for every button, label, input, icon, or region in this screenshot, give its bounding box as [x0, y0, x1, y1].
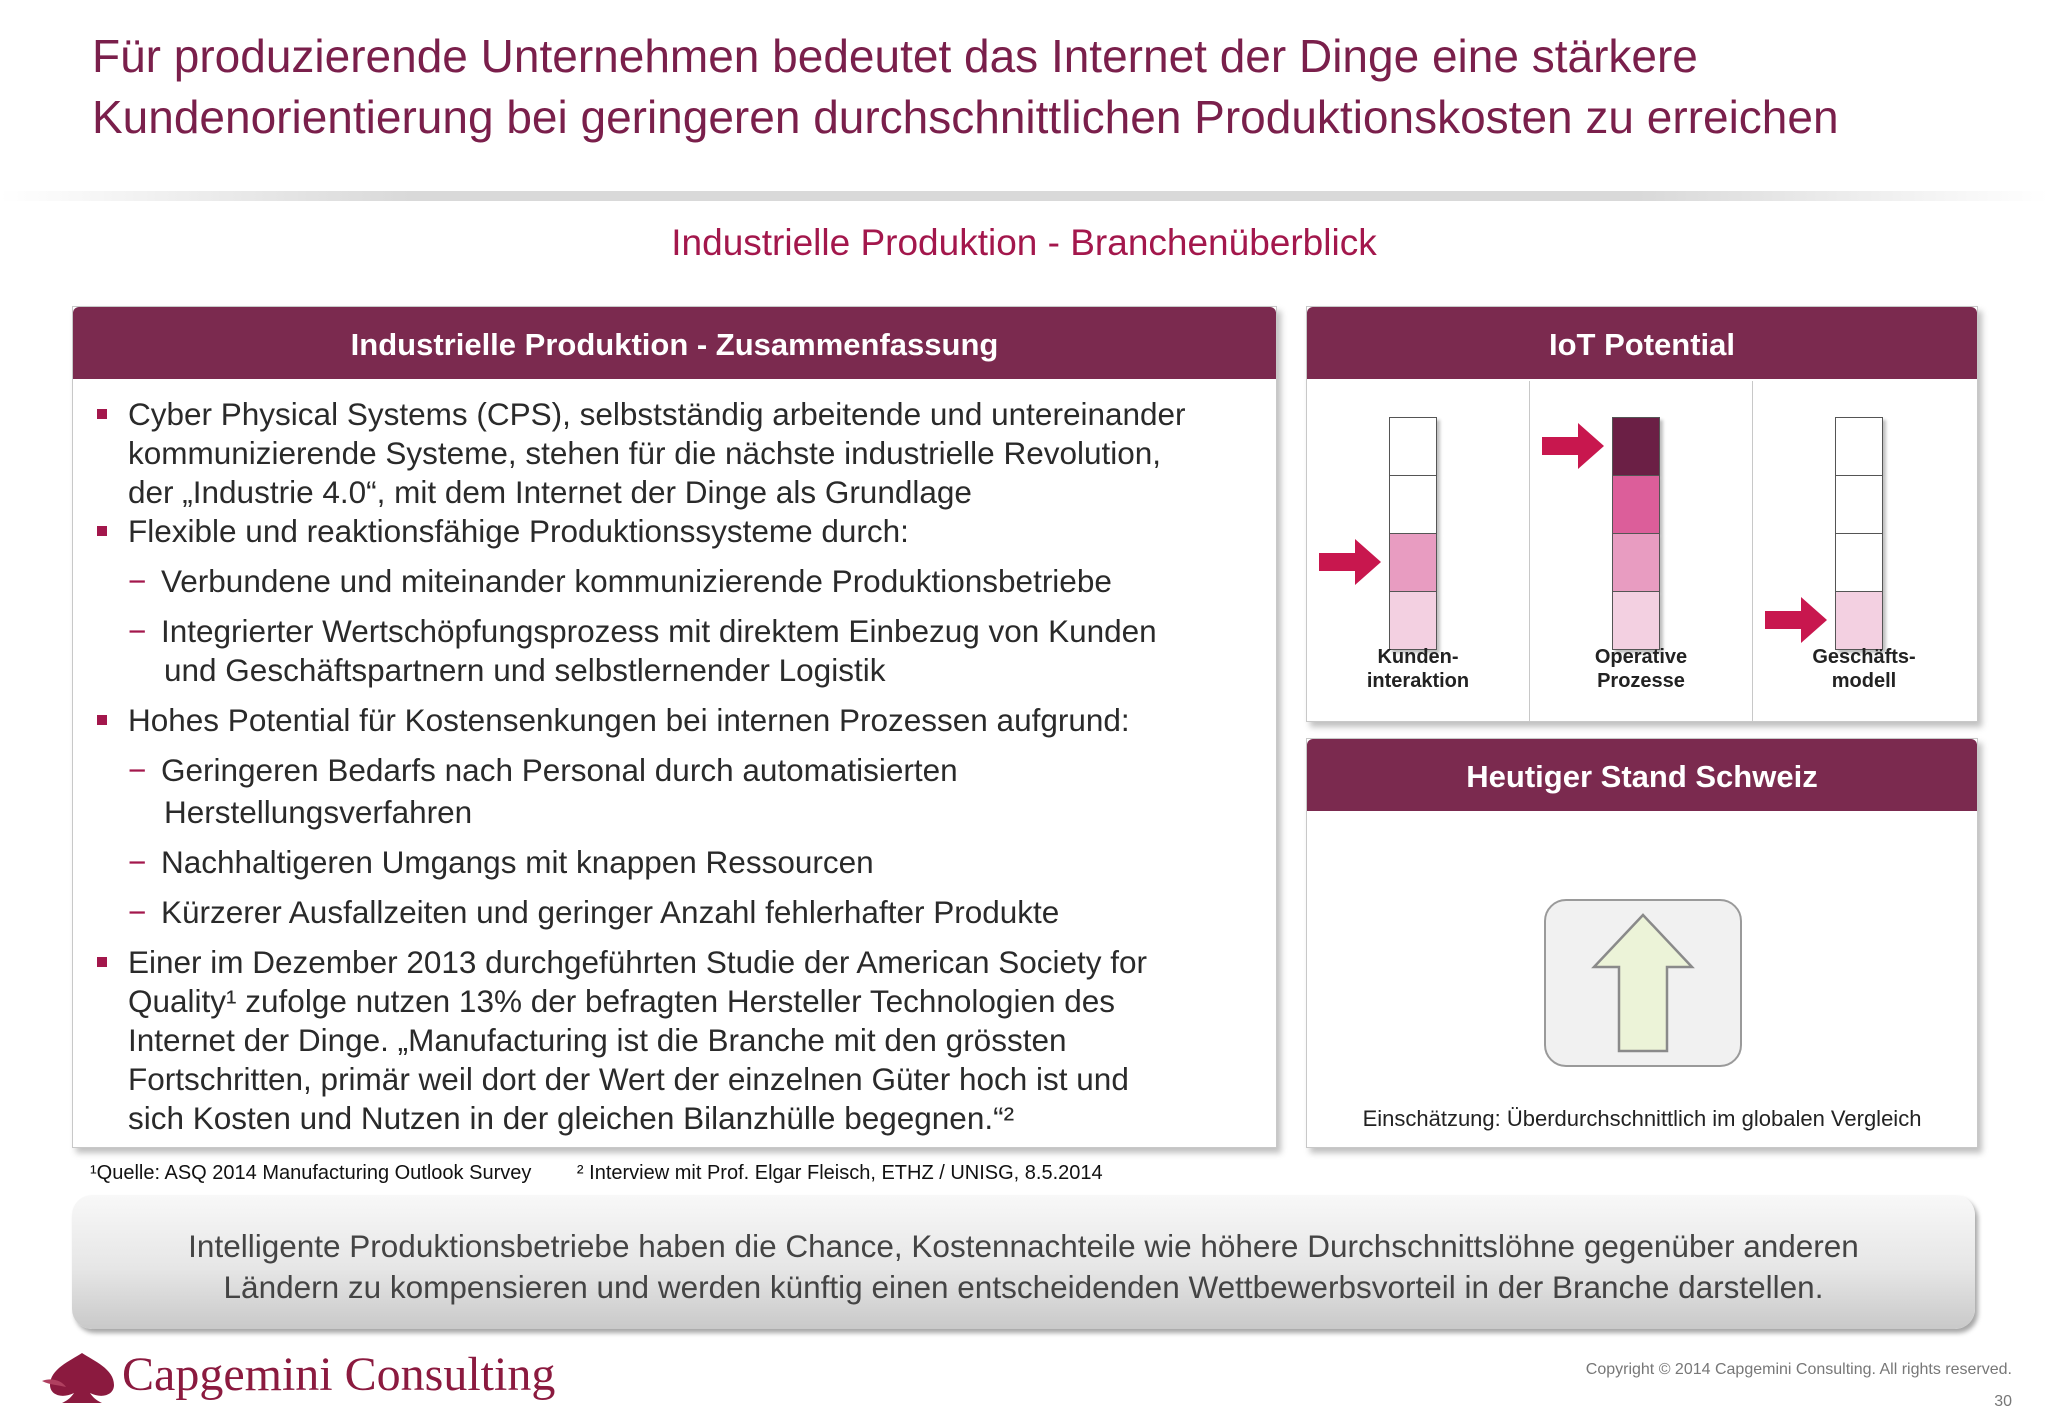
bullet-flexible-systems: Flexible und reaktionsfähige Produktionssysteme durch:	[128, 512, 909, 551]
dash-marker: −	[128, 563, 147, 599]
dash-marker: −	[128, 844, 147, 880]
bullet-cost-potential: Hohes Potential für Kostensenkungen bei internen Prozessen aufgrund:	[128, 701, 1130, 740]
slide-title-line1: Für produzierende Unternehmen bedeutet das Internet der Dinge eine stärkere	[92, 30, 1698, 82]
level-indicator	[1389, 417, 1437, 650]
footnote-source: ¹Quelle: ASQ 2014 Manufacturing Outlook Survey	[90, 1162, 532, 1184]
level-cell-2	[1389, 533, 1437, 591]
footnotes	[90, 1162, 1143, 1185]
level-indicator	[1612, 417, 1660, 650]
dash-marker: −	[128, 752, 147, 788]
assessment-text: Einschätzung: Überdurchschnittlich im globalen Vergleich	[1362, 1106, 1922, 1131]
level-cell-3	[1835, 475, 1883, 533]
slide-subtitle: Industrielle Produktion - Branchenüberblick	[671, 222, 1377, 263]
slide-title	[92, 26, 1992, 148]
status-switzerland-header: Heutiger Stand Schweiz	[1307, 739, 1977, 811]
level-cell-3	[1389, 475, 1437, 533]
copyright: Copyright © 2014 Capgemini Consulting. All rights reserved.	[1585, 1361, 2012, 1378]
footnote-interview: ² Interview mit Prof. Elgar Fleisch, ETHZ / UNISG, 8.5.2014	[576, 1162, 1103, 1184]
conclusion-line2: Ländern zu kompensieren und werden künftig einen entscheidenden Wettbewerbsvorteil in der Branche darstellen.	[223, 1269, 1824, 1305]
up-arrow-icon	[1546, 901, 1740, 1065]
iot-column-customer-interaction	[1307, 381, 1530, 721]
level-arrow-icon	[1765, 597, 1827, 643]
page-number: 30	[1994, 1393, 2012, 1410]
column-label: Operative Prozesse	[1594, 646, 1688, 692]
level-arrow-icon	[1542, 423, 1604, 469]
level-cell-2	[1835, 533, 1883, 591]
level-cell-1	[1835, 591, 1883, 650]
status-switzerland-panel	[1306, 738, 1978, 1148]
bullet-cps: Cyber Physical Systems (CPS), selbstständig arbeitende und untereinander kommunizierende Systeme, stehen für die nächste industrielle Revolution, der „Industrie 4.0“, mit dem Internet der Dinge als Grundlage	[128, 395, 1186, 512]
title-divider	[0, 191, 2048, 201]
dash-item-downtime: − Kürzerer Ausfallzeiten und geringer Anzahl fehlerhafter Produkte	[128, 894, 1060, 930]
bullet-asq-study: Einer im Dezember 2013 durchgeführten Studie der American Society for Quality¹ zufolge nutzen 13% der befragten Hersteller Technologien des Internet der Dinge. „Manufacturing ist die Branche mit den grössten Fortschritten, primär weil dort der Wert der einzelnen Güter hoch ist und sich Kosten und Nutzen in der gleichen Bilanzhülle begegnen.“²	[128, 943, 1147, 1138]
column-label: Geschäfts- modell	[1812, 646, 1916, 692]
slide-title-line2: Kundenorientierung bei geringeren durchschnittlichen Produktionskosten zu erreichen	[92, 91, 1839, 143]
logo-text: Capgemini Consulting	[122, 1348, 556, 1401]
level-cell-2	[1612, 533, 1660, 591]
level-cell-4	[1389, 417, 1437, 475]
bullet-marker	[97, 715, 107, 725]
level-indicator	[1835, 417, 1883, 650]
dash-item-value-chain: − Integrierter Wertschöpfungsprozess mit direktem Einbezug von Kunden und Geschäftspartnern und selbstlernender Logistik	[128, 613, 1157, 688]
dash-marker: −	[128, 613, 147, 649]
dash-item-connected-plants: − Verbundene und miteinander kommunizierende Produktionsbetriebe	[128, 563, 1112, 599]
dash-item-resources: − Nachhaltigeren Umgangs mit knappen Ressourcen	[128, 844, 874, 880]
level-arrow-icon	[1319, 539, 1381, 585]
iot-column-business-model	[1753, 381, 1975, 721]
trend-indicator-box	[1544, 899, 1742, 1067]
column-label: Kunden- interaktion	[1366, 646, 1470, 692]
iot-column-operative-processes	[1530, 381, 1753, 721]
bullet-marker	[97, 409, 107, 419]
iot-potential-header: IoT Potential	[1307, 307, 1977, 379]
spade-logo-icon	[42, 1351, 122, 1405]
bullet-marker	[97, 957, 107, 967]
summary-header: Industrielle Produktion - Zusammenfassung	[73, 307, 1276, 379]
conclusion-line1: Intelligente Produktionsbetriebe haben die Chance, Kostennachteile wie höhere Durchschnittslöhne gegenüber anderen	[188, 1228, 1859, 1264]
bullet-marker	[97, 526, 107, 536]
level-cell-3	[1612, 475, 1660, 533]
conclusion-box	[72, 1195, 1975, 1329]
dash-item-personnel: − Geringeren Bedarfs nach Personal durch automatisierten Herstellungsverfahren	[128, 752, 958, 830]
dash-marker: −	[128, 894, 147, 930]
level-cell-1	[1612, 591, 1660, 650]
summary-panel	[72, 306, 1277, 1148]
level-cell-4	[1835, 417, 1883, 475]
level-cell-4	[1612, 417, 1660, 475]
iot-potential-panel	[1306, 306, 1978, 722]
level-cell-1	[1389, 591, 1437, 650]
